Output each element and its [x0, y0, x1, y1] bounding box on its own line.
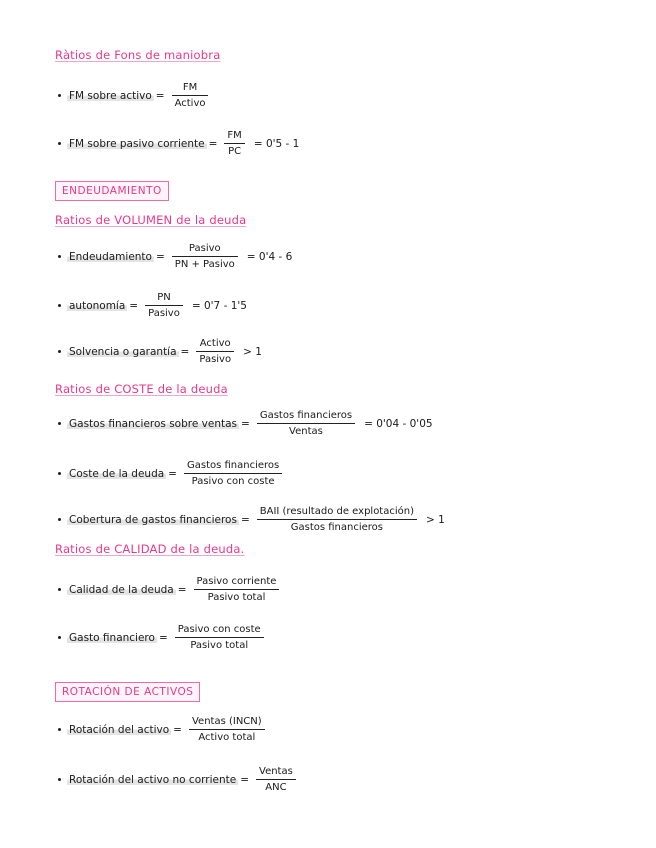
fraction — [256, 766, 296, 793]
numerator: Activo — [199, 338, 231, 349]
denominator: Pasivo — [199, 354, 232, 365]
formula-coste-deuda — [58, 460, 287, 487]
bullet — [58, 142, 61, 145]
formula-label: Endeudamiento — [69, 250, 152, 263]
numerator: BAII (resultado de explotación) — [259, 506, 414, 517]
bullet — [58, 350, 61, 353]
equals-sign: = — [168, 467, 177, 480]
formula-cobertura-gastos — [58, 506, 445, 533]
formula-label: Coste de la deuda — [69, 467, 165, 480]
section-box-rotacion-activos: ROTACIÓN DE ACTIVOS — [55, 682, 200, 702]
fraction — [194, 576, 280, 603]
fraction-bar — [145, 305, 183, 306]
formula-label: Cobertura de gastos financieros — [69, 513, 237, 526]
denominator: Pasivo total — [207, 592, 266, 603]
formula-label: FM sobre activo — [69, 89, 152, 102]
equals-sign: = — [241, 417, 250, 430]
fraction-bar — [256, 779, 296, 780]
equals-sign: = — [155, 250, 165, 263]
section-title-calidad-deuda: Ratios de CALIDAD de la deuda. — [55, 542, 245, 556]
bullet — [58, 94, 61, 97]
numerator: FM — [227, 130, 242, 141]
fraction — [224, 130, 244, 157]
section-box-endeudamiento: ENDEUDAMIENTO — [55, 181, 169, 201]
equals-sign: = — [129, 299, 139, 312]
equals-sign: = — [158, 631, 168, 644]
bullet — [58, 588, 61, 591]
fraction — [172, 243, 238, 270]
fraction-bar — [184, 473, 282, 474]
denominator: PN + Pasivo — [174, 259, 235, 270]
formula-label: autonomía — [69, 299, 126, 312]
formula-range: = 0'5 - 1 — [253, 137, 300, 150]
equals-sign: = — [208, 137, 218, 150]
fraction — [175, 624, 264, 651]
formula-label: Gasto financiero — [69, 631, 155, 644]
formula-calidad-deuda — [58, 576, 284, 603]
denominator: Pasivo total — [190, 640, 249, 651]
bullet — [58, 304, 61, 307]
equals-sign: = — [173, 723, 182, 736]
equals-sign: = — [155, 89, 165, 102]
fraction — [196, 338, 234, 365]
fraction-bar — [257, 423, 355, 424]
formula-range: > 1 — [243, 345, 262, 358]
fraction-bar — [257, 519, 417, 520]
formula-range: = 0'7 - 1'5 — [191, 299, 247, 312]
fraction — [184, 460, 282, 487]
formula-fm-activo — [58, 82, 213, 109]
denominator: Gastos financieros — [290, 522, 383, 533]
formula-label: Solvencia o garantía — [69, 345, 177, 358]
fraction — [145, 292, 183, 319]
formula-gasto-financiero — [58, 624, 269, 651]
fraction — [257, 410, 355, 437]
formula-autonomia — [58, 292, 247, 319]
formula-label: Gastos financieros sobre ventas — [69, 417, 238, 430]
fraction-bar — [189, 729, 265, 730]
formula-rotacion-activo — [58, 716, 270, 743]
denominator: ANC — [265, 782, 287, 793]
formula-solvencia — [58, 338, 262, 365]
denominator: PC — [228, 146, 242, 157]
fraction — [189, 716, 265, 743]
numerator: Pasivo corriente — [196, 576, 277, 587]
formula-label: FM sobre pasivo corriente — [69, 137, 205, 150]
bullet — [58, 636, 61, 639]
denominator: Activo — [174, 98, 206, 109]
numerator: Gastos financieros — [186, 460, 280, 471]
equals-sign: = — [240, 773, 249, 786]
formula-label: Calidad de la deuda — [69, 583, 174, 596]
denominator: Ventas — [289, 426, 323, 437]
bullet — [58, 422, 61, 425]
denominator: Pasivo — [148, 308, 180, 319]
equals-sign: = — [177, 583, 187, 596]
bullet — [58, 778, 61, 781]
bullet — [58, 255, 61, 258]
numerator: PN — [157, 292, 171, 303]
numerator: Gastos financieros — [259, 410, 353, 421]
formula-fm-pasivo-corriente — [58, 130, 299, 157]
formula-label: Rotación del activo no corriente — [69, 773, 237, 786]
numerator: Ventas — [259, 766, 293, 777]
section-title-coste-deuda: Ratios de COSTE de la deuda — [55, 382, 228, 396]
equals-sign: = — [240, 513, 250, 526]
bullet — [58, 472, 61, 475]
numerator: Pasivo con coste — [177, 624, 261, 635]
fraction-bar — [194, 589, 280, 590]
equals-sign: = — [180, 345, 190, 358]
fraction-bar — [175, 637, 264, 638]
fraction-bar — [172, 95, 209, 96]
fraction-bar — [224, 143, 244, 144]
fraction — [172, 82, 209, 109]
section-title-volumen-deuda: Ratios de VOLUMEN de la deuda — [55, 213, 247, 227]
bullet — [58, 518, 61, 521]
formula-endeudamiento — [58, 243, 292, 270]
fraction — [257, 506, 417, 533]
bullet — [58, 728, 61, 731]
formula-range: = 0'04 - 0'05 — [364, 417, 433, 430]
section-title-fondo-maniobra: Ràtios de Fons de maniobra — [55, 48, 221, 62]
formula-gastos-ventas — [58, 410, 433, 437]
numerator: FM — [182, 82, 198, 93]
fraction-bar — [196, 351, 234, 352]
numerator: Pasivo — [188, 243, 221, 254]
denominator: Activo total — [198, 732, 256, 743]
formula-rotacion-activo-no-corriente — [58, 766, 301, 793]
numerator: Ventas (INCN) — [191, 716, 262, 727]
denominator: Pasivo con coste — [191, 476, 275, 487]
formula-label: Rotación del activo — [69, 723, 170, 736]
formula-range: = 0'4 - 6 — [246, 250, 293, 263]
formula-range: > 1 — [426, 513, 445, 526]
fraction-bar — [172, 256, 238, 257]
